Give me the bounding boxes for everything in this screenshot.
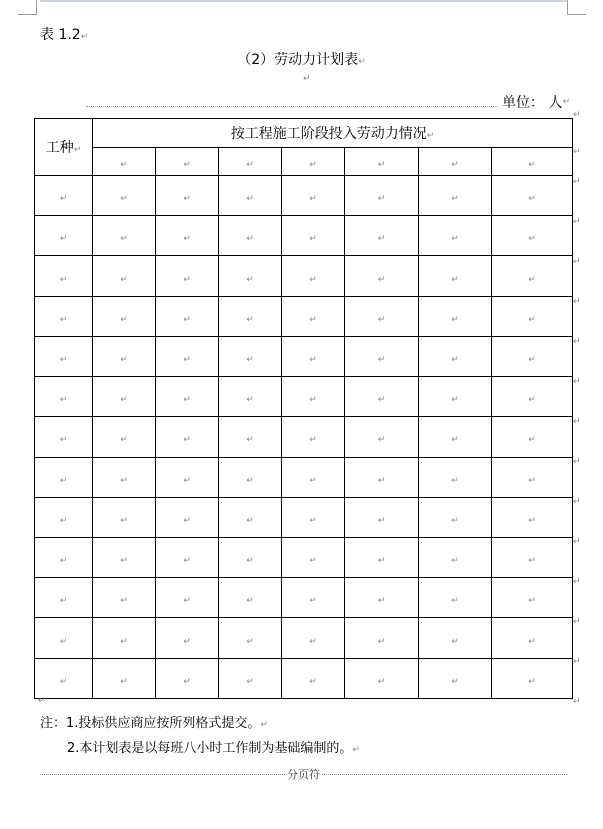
header-stage-group: 按工程施工阶段投入劳动力情况↵	[93, 119, 573, 148]
stage-header-cell[interactable]: ↵	[219, 148, 282, 176]
dotted-leader	[86, 106, 498, 107]
labor-count-cell[interactable]: ↵	[345, 336, 419, 376]
labor-count-cell[interactable]: ↵	[419, 176, 492, 216]
labor-count-cell[interactable]: ↵	[219, 216, 282, 256]
labor-count-cell[interactable]: ↵	[345, 216, 419, 256]
labor-count-cell[interactable]: ↵	[93, 216, 156, 256]
labor-count-cell[interactable]: ↵	[219, 618, 282, 658]
labor-count-cell[interactable]: ↵	[156, 457, 219, 497]
trade-cell[interactable]: ↵	[35, 537, 93, 577]
table-row	[35, 537, 573, 577]
table-row	[35, 336, 573, 376]
labor-count-cell[interactable]: ↵	[345, 578, 419, 618]
labor-count-cell[interactable]: ↵	[282, 296, 345, 336]
labor-count-cell[interactable]: ↵	[282, 537, 345, 577]
labor-count-cell[interactable]: ↵	[492, 256, 573, 296]
labor-count-cell[interactable]: ↵	[492, 497, 573, 537]
labor-count-cell[interactable]: ↵	[219, 336, 282, 376]
stage-header-cell[interactable]: ↵	[345, 148, 419, 176]
labor-count-cell[interactable]: ↵	[282, 377, 345, 417]
labor-count-cell[interactable]: ↵	[156, 176, 219, 216]
labor-count-cell[interactable]: ↵	[419, 537, 492, 577]
table-row	[35, 417, 573, 457]
labor-count-cell[interactable]: ↵	[345, 296, 419, 336]
labor-count-cell[interactable]: ↵	[93, 618, 156, 658]
trade-cell[interactable]: ↵	[35, 578, 93, 618]
stage-header-cell[interactable]: ↵	[419, 148, 492, 176]
labor-count-cell[interactable]: ↵	[282, 497, 345, 537]
stage-header-cell[interactable]: ↵	[93, 148, 156, 176]
labor-plan-table	[34, 118, 573, 699]
labor-count-cell[interactable]: ↵	[219, 296, 282, 336]
labor-count-cell[interactable]: ↵	[219, 457, 282, 497]
labor-count-cell[interactable]: ↵	[345, 256, 419, 296]
labor-count-cell[interactable]: ↵	[282, 578, 345, 618]
labor-count-cell[interactable]: ↵	[93, 256, 156, 296]
labor-count-cell[interactable]: ↵	[419, 216, 492, 256]
table-row	[35, 256, 573, 296]
unit-label: 单位： 人	[502, 95, 563, 111]
crop-mark-top-right	[567, 0, 586, 15]
labor-count-cell[interactable]: ↵	[219, 256, 282, 296]
trade-cell[interactable]: ↵	[35, 618, 93, 658]
labor-count-cell[interactable]: ↵	[345, 457, 419, 497]
labor-count-cell[interactable]: ↵	[156, 417, 219, 457]
trade-cell[interactable]: ↵	[35, 256, 93, 296]
labor-count-cell[interactable]: ↵	[419, 618, 492, 658]
labor-count-cell[interactable]: ↵	[156, 377, 219, 417]
labor-count-cell[interactable]: ↵	[282, 417, 345, 457]
stage-header-cell[interactable]: ↵	[156, 148, 219, 176]
page-title: （2）劳动力计划表↵	[237, 52, 366, 68]
labor-count-cell[interactable]: ↵	[156, 256, 219, 296]
page-break	[40, 767, 567, 781]
labor-count-cell[interactable]: ↵	[93, 457, 156, 497]
labor-count-cell[interactable]: ↵	[492, 176, 573, 216]
trade-cell[interactable]: ↵	[35, 336, 93, 376]
labor-count-cell[interactable]: ↵	[219, 658, 282, 698]
labor-count-cell[interactable]: ↵	[282, 176, 345, 216]
stage-header-cell[interactable]: ↵	[492, 148, 573, 176]
labor-count-cell[interactable]: ↵	[93, 417, 156, 457]
note-1: 注：1.投标供应商应按所列格式提交。↵	[40, 716, 268, 731]
labor-count-cell[interactable]: ↵	[156, 336, 219, 376]
table-row	[35, 497, 573, 537]
labor-count-cell[interactable]: ↵	[219, 537, 282, 577]
labor-count-cell[interactable]: ↵	[156, 618, 219, 658]
labor-count-cell[interactable]: ↵	[93, 537, 156, 577]
labor-count-cell[interactable]: ↵	[282, 658, 345, 698]
labor-count-cell[interactable]: ↵	[345, 537, 419, 577]
unit-line: 单位： 人 ↵	[86, 92, 570, 112]
trade-cell[interactable]: ↵	[35, 658, 93, 698]
crop-mark-top-left	[18, 0, 37, 15]
labor-count-cell[interactable]: ↵	[156, 658, 219, 698]
labor-count-cell[interactable]: ↵	[282, 256, 345, 296]
labor-count-cell[interactable]: ↵	[93, 658, 156, 698]
labor-count-cell[interactable]: ↵	[492, 658, 573, 698]
table-row	[35, 377, 573, 417]
header-trade: 工种↵	[35, 119, 93, 176]
labor-count-cell[interactable]: ↵	[492, 216, 573, 256]
page-top-border	[40, 0, 567, 2]
table-row	[35, 658, 573, 698]
labor-count-cell[interactable]: ↵	[345, 417, 419, 457]
labor-count-cell[interactable]: ↵	[419, 256, 492, 296]
stage-header-cell[interactable]: ↵	[282, 148, 345, 176]
table-row	[35, 618, 573, 658]
labor-count-cell[interactable]: ↵	[93, 336, 156, 376]
labor-count-cell[interactable]: ↵	[419, 457, 492, 497]
labor-count-cell[interactable]: ↵	[93, 296, 156, 336]
trade-cell[interactable]: ↵	[35, 216, 93, 256]
table-row	[35, 176, 573, 216]
labor-count-cell[interactable]: ↵	[219, 377, 282, 417]
labor-count-cell[interactable]: ↵	[156, 216, 219, 256]
labor-count-cell[interactable]: ↵	[156, 296, 219, 336]
labor-count-cell[interactable]: ↵	[219, 578, 282, 618]
labor-count-cell[interactable]: ↵	[93, 377, 156, 417]
trade-cell[interactable]: ↵	[35, 176, 93, 216]
labor-count-cell[interactable]: ↵	[492, 537, 573, 577]
table-row	[35, 578, 573, 618]
labor-count-cell[interactable]: ↵	[282, 618, 345, 658]
empty-paragraph-mark: ↵	[303, 74, 311, 84]
labor-count-cell[interactable]: ↵	[345, 658, 419, 698]
labor-count-cell[interactable]: ↵	[345, 618, 419, 658]
labor-count-cell[interactable]: ↵	[345, 176, 419, 216]
labor-count-cell[interactable]: ↵	[492, 578, 573, 618]
table-end-mark: ↵	[38, 696, 46, 706]
labor-count-cell[interactable]: ↵	[156, 497, 219, 537]
labor-count-cell[interactable]: ↵	[219, 417, 282, 457]
labor-count-cell[interactable]: ↵	[492, 377, 573, 417]
labor-count-cell[interactable]: ↵	[419, 497, 492, 537]
page-break-label: 分页符	[287, 768, 320, 781]
labor-count-cell[interactable]: ↵	[282, 336, 345, 376]
trade-cell[interactable]: ↵	[35, 296, 93, 336]
table-row	[35, 296, 573, 336]
labor-count-cell[interactable]: ↵	[492, 457, 573, 497]
labor-count-cell[interactable]: ↵	[492, 296, 573, 336]
labor-count-cell[interactable]: ↵	[345, 377, 419, 417]
trade-cell[interactable]: ↵	[35, 457, 93, 497]
table-row	[35, 216, 573, 256]
labor-count-cell[interactable]: ↵	[419, 417, 492, 457]
labor-count-cell[interactable]: ↵	[93, 497, 156, 537]
note-2: 2.本计划表是以每班八小时工作制为基础编制的。↵	[67, 741, 360, 756]
labor-count-cell[interactable]: ↵	[419, 336, 492, 376]
labor-count-cell[interactable]: ↵	[419, 296, 492, 336]
labor-count-cell[interactable]: ↵	[282, 216, 345, 256]
labor-count-cell[interactable]: ↵	[156, 537, 219, 577]
table-caption: 表 1.2↵	[40, 27, 89, 43]
labor-count-cell[interactable]: ↵	[345, 497, 419, 537]
trade-cell[interactable]: ↵	[35, 417, 93, 457]
labor-count-cell[interactable]: ↵	[419, 377, 492, 417]
labor-count-cell[interactable]: ↵	[419, 658, 492, 698]
labor-count-cell[interactable]: ↵	[282, 457, 345, 497]
labor-count-cell[interactable]: ↵	[219, 176, 282, 216]
labor-count-cell[interactable]: ↵	[492, 618, 573, 658]
labor-count-cell[interactable]: ↵	[93, 578, 156, 618]
labor-count-cell[interactable]: ↵	[93, 176, 156, 216]
labor-count-cell[interactable]: ↵	[156, 578, 219, 618]
trade-cell[interactable]: ↵	[35, 377, 93, 417]
labor-count-cell[interactable]: ↵	[419, 578, 492, 618]
table-row	[35, 457, 573, 497]
trade-cell[interactable]: ↵	[35, 497, 93, 537]
labor-count-cell[interactable]: ↵	[492, 417, 573, 457]
labor-count-cell[interactable]: ↵	[492, 336, 573, 376]
labor-count-cell[interactable]: ↵	[219, 497, 282, 537]
